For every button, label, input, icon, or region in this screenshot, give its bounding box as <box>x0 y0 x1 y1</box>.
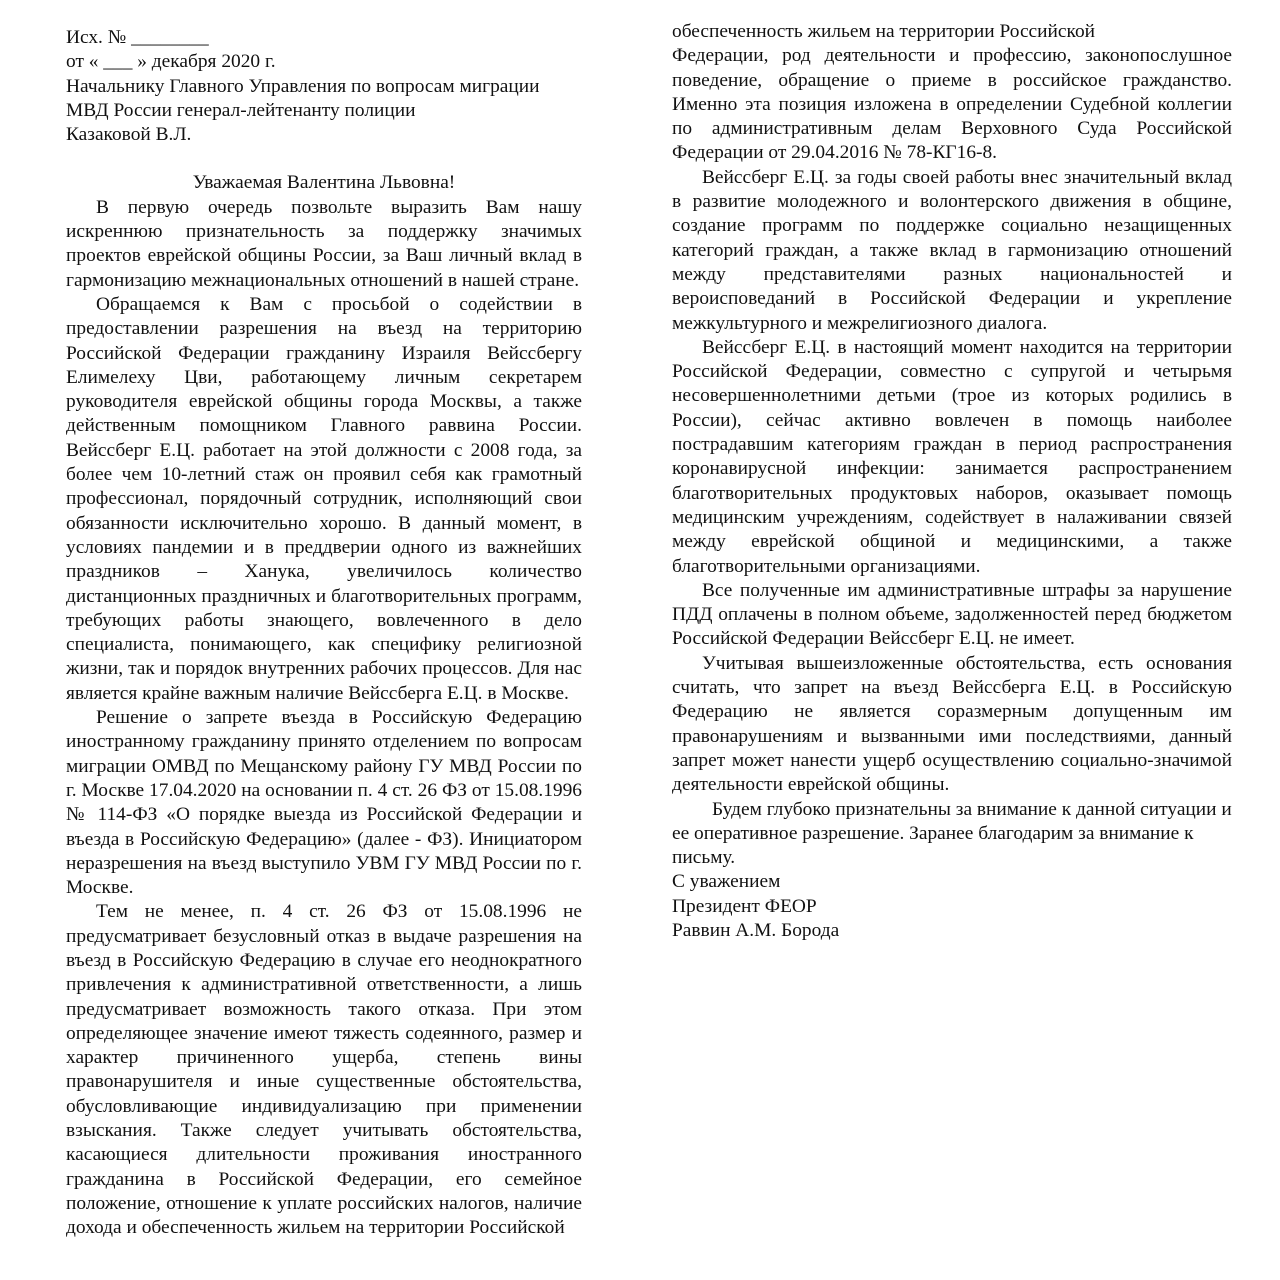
greeting: Уважаемая Валентина Львовна! <box>192 172 456 194</box>
paragraph-current-activity: Вейссберг Е.Ц. в настоящий момент находится на территории Российской Федерации, совместно с супругой и четырьмя несовершеннолетними детьми (трое из которых родились в России), сейчас активно вовлечен в помощь наиболее пострадавшим категориям граждан в период распространения коронавирусной инфекции: занимается распространением благотворительных продуктовых наборов, оказывает помощь медицинским учреждениям, содействует в налаживании связей между еврейской общиной и медицинскими, а также благотворительными организациями. <box>672 336 1232 577</box>
signature-position: Президент ФЕОР <box>672 895 817 917</box>
paragraph-legal-basis-continued-head: обеспеченность жильем на территории Российской <box>672 21 1096 42</box>
addressee-line-2: МВД России генерал-лейтенанту полиции <box>66 99 416 121</box>
paragraph-fines-paid: Все полученные им административные штрафы за нарушение ПДД оплачены в полном объеме, задолженностей перед бюджетом Российской Федерации Вейссберг Е.Ц. не имеет. <box>672 579 1232 650</box>
left-column <box>66 26 582 1241</box>
letter-date: от « ___ » декабря 2020 г. <box>66 51 276 73</box>
paragraph-conclusion: Учитывая вышеизложенные обстоятельства, есть основания считать, что запрет на въезд Вейссберга Е.Ц. в Российскую Федерацию не является соразмерным допущенным им правонарушениям и вызванными ими последствиями, данный запрет может нанести ущерб осуществлению социально-значимой деятельности еврейской общины. <box>672 652 1232 796</box>
right-column <box>672 20 1232 943</box>
paragraph-legal-basis-continued: Федерации, род деятельности и профессию, законопослушное поведение, обращение о приеме в российское гражданство. Именно эта позиция изложена в определении Судебной коллегии по административным делам Верховного Суда Российской Федерации от 29.04.2016 № 78-КГ16-8. <box>672 45 1232 164</box>
signature-name: Раввин А.М. Борода <box>672 919 840 941</box>
paragraph-gratitude: В первую очередь позвольте выразить Вам нашу искреннюю признательность за поддержку значимых проектов еврейской общины России, за Ваш личный вклад в гармонизацию межнациональных отношений в нашей стране. <box>66 196 582 291</box>
addressee-line-3: Казаковой В.Л. <box>66 124 192 146</box>
addressee-line-1: Начальнику Главного Управления по вопросам миграции <box>66 75 540 97</box>
paragraph-legal-basis: Тем не менее, п. 4 ст. 26 ФЗ от 15.08.1996 не предусматривает безусловный отказ в выдаче разрешения на въезд в Российскую Федерацию в случае его неоднократного привлечения к административной ответственности, а лишь предусматривает возможность такого отказа. При этом определяющее значение имеют тяжесть содеянного, размер и характер причиненного ущерба, степень вины правонарушителя и иные существенные обстоятельства, обусловливающие индивидуализацию при применении взыскания. Также следует учитывать обстоятельства, касающиеся длительности проживания иностранного гражданина в Российской Федерации, его семейное положение, отношение к уплате российских налогов, наличие дохода и обеспеченность жильем на территории Российской <box>66 901 582 1239</box>
paragraph-contribution: Вейссберг Е.Ц. за годы своей работы внес значительный вклад в развитие молодежного и волонтерского движения в общине, создание программ по поддержке социально незащищенных категорий граждан, а также вклад в гармонизацию отношений между представителями разных национальностей и вероисповеданий в Российской Федерации и укрепление межкультурного и межрелигиозного диалога. <box>672 166 1232 334</box>
paragraph-thanks: Будем глубоко признательны за внимание к данной ситуации и ее оперативное разрешение. Заранее благодарим за внимание к письму. <box>672 798 1232 869</box>
ref-number: Исх. № ________ <box>66 27 209 48</box>
paragraph-entry-ban-decision: Решение о запрете въезда в Российскую Федерацию иностранному гражданину принято отделением по вопросам миграции ОМВД по Мещанскому району ГУ МВД России по г. Москве 17.04.2020 на основании п. 4 ст. 26 ФЗ от 15.08.1996 № 114-ФЗ «О порядке выезда из Российской Федерации и въезда в Российскую Федерацию» (далее - ФЗ). Инициатором неразрешения на въезд выступило УВМ ГУ МВД России по г. Москве. <box>66 707 582 899</box>
signature-closing: С уважением <box>672 871 781 893</box>
paragraph-request: Обращаемся к Вам с просьбой о содействии в предоставлении разрешения на въезд на территорию Российской Федерации гражданину Израиля Вейссбергу Елимелеху Цви, работающему личным секретарем руководителя еврейской общины города Москвы, а также действенным помощником Главного раввина России. Вейссберг Е.Ц. работает на этой должности с 2008 года, за более чем 10-летний стаж он проявил себя как грамотный профессионал, порядочный сотрудник, исполняющий свои обязанности исключительно хорошо. В данный момент, в условиях пандемии и в преддверии одного из важнейших праздников – Ханука, увеличилось количество дистанционных праздничных и благотворительных программ, требующих работы знающего, вовлеченного в дело специалиста, понимающего, как специфику религиозной жизни, так и порядок внутренних рабочих процессов. Для нас является крайне важным наличие Вейссберга Е.Ц. в Москве. <box>66 293 582 704</box>
